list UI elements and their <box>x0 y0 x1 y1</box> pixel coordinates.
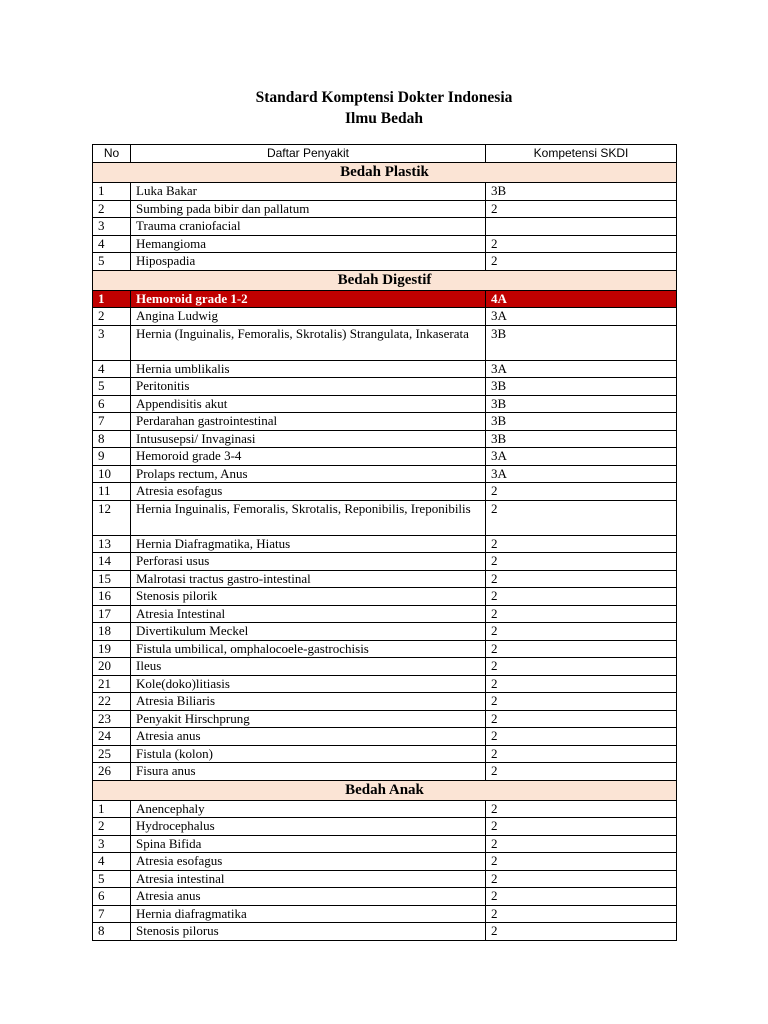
row-number: 16 <box>93 588 131 606</box>
disease-name: Anencephaly <box>131 800 486 818</box>
row-number: 3 <box>93 325 131 360</box>
row-number: 13 <box>93 535 131 553</box>
row-number: 5 <box>93 870 131 888</box>
table-row <box>93 500 677 535</box>
table-row <box>93 800 677 818</box>
row-number: 15 <box>93 570 131 588</box>
row-number: 12 <box>93 500 131 535</box>
table-row <box>93 395 677 413</box>
table-row <box>93 183 677 201</box>
row-number: 4 <box>93 853 131 871</box>
table-row <box>93 413 677 431</box>
disease-name: Sumbing pada bibir dan pallatum <box>131 200 486 218</box>
table-row <box>93 465 677 483</box>
document-subtitle: Ilmu Bedah <box>345 110 423 127</box>
row-number: 6 <box>93 888 131 906</box>
disease-name: Spina Bifida <box>131 835 486 853</box>
competency-level: 2 <box>486 905 677 923</box>
row-number: 7 <box>93 905 131 923</box>
table-row <box>93 745 677 763</box>
disease-name: Appendisitis akut <box>131 395 486 413</box>
disease-name: Prolaps rectum, Anus <box>131 465 486 483</box>
row-number: 17 <box>93 605 131 623</box>
disease-name: Hernia umblikalis <box>131 360 486 378</box>
competency-level: 3B <box>486 325 677 360</box>
disease-name: Atresia esofagus <box>131 483 486 501</box>
row-number: 11 <box>93 483 131 501</box>
competency-level: 2 <box>486 728 677 746</box>
competency-level: 2 <box>486 835 677 853</box>
competency-level: 2 <box>486 923 677 941</box>
table-row <box>93 905 677 923</box>
competency-level: 3B <box>486 413 677 431</box>
disease-name: Hernia (Inguinalis, Femoralis, Skrotalis) Strangulata, Inkaserata <box>131 325 486 360</box>
competency-level: 2 <box>486 870 677 888</box>
competency-level: 2 <box>486 483 677 501</box>
disease-name: Angina Ludwig <box>131 308 486 326</box>
table-row <box>93 200 677 218</box>
row-number: 1 <box>93 183 131 201</box>
competency-level: 2 <box>486 535 677 553</box>
table-row <box>93 763 677 781</box>
competency-level: 2 <box>486 818 677 836</box>
disease-name: Atresia Intestinal <box>131 605 486 623</box>
table-row <box>93 818 677 836</box>
section-title: Bedah Digestif <box>93 270 677 290</box>
disease-name: Hemangioma <box>131 235 486 253</box>
disease-name: Hernia Inguinalis, Femoralis, Skrotalis, Reponibilis, Ireponibilis <box>131 500 486 535</box>
disease-name: Atresia anus <box>131 728 486 746</box>
row-number: 4 <box>93 360 131 378</box>
competency-level: 2 <box>486 800 677 818</box>
disease-name: Hemoroid grade 1-2 <box>131 290 486 308</box>
row-number: 3 <box>93 835 131 853</box>
competency-level: 2 <box>486 200 677 218</box>
competency-level: 3A <box>486 360 677 378</box>
disease-name: Peritonitis <box>131 378 486 396</box>
competency-level: 2 <box>486 253 677 271</box>
disease-name: Atresia anus <box>131 888 486 906</box>
table-row <box>93 605 677 623</box>
competency-level: 2 <box>486 658 677 676</box>
table-row <box>93 308 677 326</box>
disease-name: Divertikulum Meckel <box>131 623 486 641</box>
header-competency: Kompetensi SKDI <box>486 145 677 163</box>
section-title: Bedah Plastik <box>93 163 677 183</box>
table-row <box>93 658 677 676</box>
row-number: 1 <box>93 290 131 308</box>
disease-name: Fistula (kolon) <box>131 745 486 763</box>
row-number: 25 <box>93 745 131 763</box>
section-header-row <box>93 163 677 183</box>
row-number: 4 <box>93 235 131 253</box>
table-row <box>93 235 677 253</box>
section-header-row <box>93 270 677 290</box>
competency-level: 2 <box>486 553 677 571</box>
section-header-row <box>93 780 677 800</box>
disease-name: Intususepsi/ Invaginasi <box>131 430 486 448</box>
disease-name: Hemoroid grade 3-4 <box>131 448 486 466</box>
row-number: 2 <box>93 818 131 836</box>
competency-level: 3B <box>486 430 677 448</box>
table-row <box>93 853 677 871</box>
competency-level: 3B <box>486 183 677 201</box>
competency-level: 3A <box>486 448 677 466</box>
row-number: 14 <box>93 553 131 571</box>
disease-name: Kole(doko)litiasis <box>131 675 486 693</box>
competency-level: 2 <box>486 640 677 658</box>
table-row <box>93 535 677 553</box>
table-row <box>93 325 677 360</box>
table-row <box>93 430 677 448</box>
row-number: 23 <box>93 710 131 728</box>
disease-name: Penyakit Hirschprung <box>131 710 486 728</box>
table-row <box>93 870 677 888</box>
header-disease: Daftar Penyakit <box>131 145 486 163</box>
competency-level: 2 <box>486 675 677 693</box>
table-row <box>93 253 677 271</box>
row-number: 2 <box>93 308 131 326</box>
competency-level: 2 <box>486 853 677 871</box>
row-number: 7 <box>93 413 131 431</box>
row-number: 8 <box>93 430 131 448</box>
competency-level: 3A <box>486 465 677 483</box>
table-row <box>93 888 677 906</box>
row-number: 24 <box>93 728 131 746</box>
table-row <box>93 675 677 693</box>
document-title: Standard Komptensi Dokter Indonesia <box>255 89 513 106</box>
table-row <box>93 570 677 588</box>
competency-level: 3B <box>486 395 677 413</box>
row-number: 20 <box>93 658 131 676</box>
disease-name: Atresia esofagus <box>131 853 486 871</box>
row-number: 26 <box>93 763 131 781</box>
disease-name: Luka Bakar <box>131 183 486 201</box>
row-number: 18 <box>93 623 131 641</box>
disease-name: Stenosis pilorus <box>131 923 486 941</box>
table-row <box>93 728 677 746</box>
disease-name: Hipospadia <box>131 253 486 271</box>
row-number: 8 <box>93 923 131 941</box>
table-row <box>93 835 677 853</box>
competency-level: 2 <box>486 605 677 623</box>
row-number: 21 <box>93 675 131 693</box>
table-row <box>93 553 677 571</box>
disease-name: Ileus <box>131 658 486 676</box>
table-row <box>93 360 677 378</box>
row-number: 6 <box>93 395 131 413</box>
table-row <box>93 923 677 941</box>
competency-level: 2 <box>486 888 677 906</box>
disease-name: Hydrocephalus <box>131 818 486 836</box>
disease-name: Atresia intestinal <box>131 870 486 888</box>
section-title: Bedah Anak <box>93 780 677 800</box>
table-row <box>93 218 677 236</box>
row-number: 9 <box>93 448 131 466</box>
competency-table <box>92 144 677 941</box>
row-number: 19 <box>93 640 131 658</box>
competency-level <box>486 218 677 236</box>
disease-name: Hernia diafragmatika <box>131 905 486 923</box>
competency-level: 2 <box>486 693 677 711</box>
table-row <box>93 623 677 641</box>
competency-level: 4A <box>486 290 677 308</box>
competency-level: 2 <box>486 235 677 253</box>
competency-level: 2 <box>486 763 677 781</box>
competency-level: 2 <box>486 588 677 606</box>
competency-level: 2 <box>486 745 677 763</box>
competency-level: 3A <box>486 308 677 326</box>
table-row <box>93 693 677 711</box>
disease-name: Fisura anus <box>131 763 486 781</box>
header-no: No <box>93 145 131 163</box>
table-body <box>93 163 677 941</box>
disease-name: Atresia Biliaris <box>131 693 486 711</box>
row-number: 2 <box>93 200 131 218</box>
table-row <box>93 483 677 501</box>
competency-level: 2 <box>486 500 677 535</box>
table-row <box>93 588 677 606</box>
disease-name: Hernia Diafragmatika, Hiatus <box>131 535 486 553</box>
table-row <box>93 640 677 658</box>
disease-name: Perforasi usus <box>131 553 486 571</box>
row-number: 22 <box>93 693 131 711</box>
disease-name: Perdarahan gastrointestinal <box>131 413 486 431</box>
row-number: 1 <box>93 800 131 818</box>
disease-name: Fistula umbilical, omphalocoele-gastrochisis <box>131 640 486 658</box>
competency-level: 2 <box>486 623 677 641</box>
competency-level: 3B <box>486 378 677 396</box>
disease-name: Trauma craniofacial <box>131 218 486 236</box>
disease-name: Malrotasi tractus gastro-intestinal <box>131 570 486 588</box>
row-number: 5 <box>93 378 131 396</box>
table-header-row <box>93 145 677 163</box>
row-number: 10 <box>93 465 131 483</box>
disease-name: Stenosis pilorik <box>131 588 486 606</box>
competency-level: 2 <box>486 570 677 588</box>
table-row <box>93 290 677 308</box>
row-number: 5 <box>93 253 131 271</box>
table-row <box>93 710 677 728</box>
competency-level: 2 <box>486 710 677 728</box>
row-number: 3 <box>93 218 131 236</box>
table-row <box>93 448 677 466</box>
table-row <box>93 378 677 396</box>
